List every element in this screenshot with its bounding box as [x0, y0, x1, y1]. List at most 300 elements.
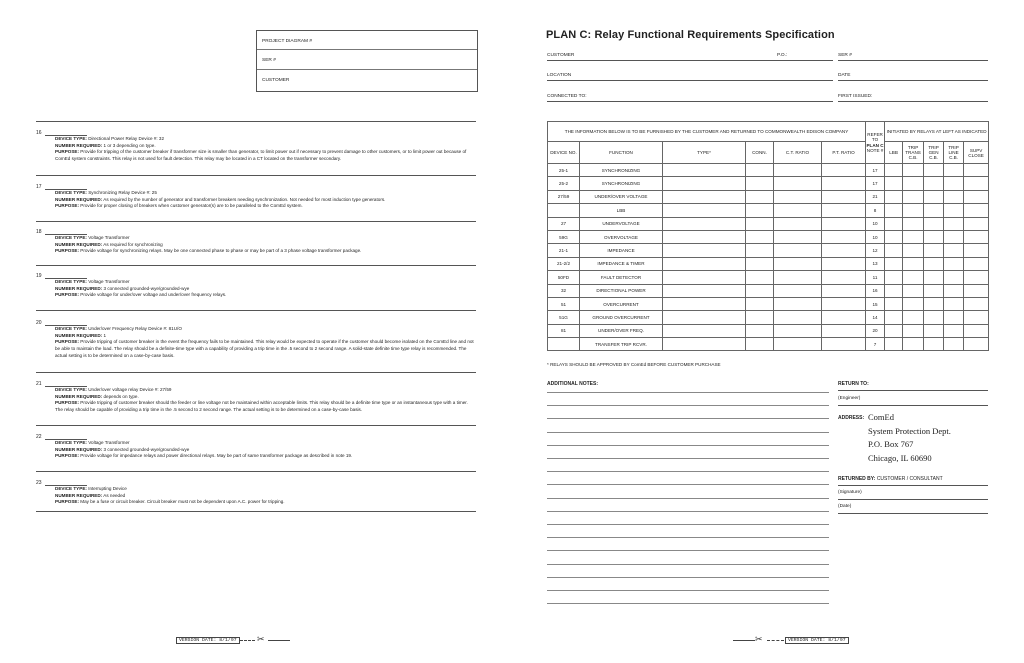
- device-no-cell: 21-1: [548, 244, 580, 257]
- purpose: Provide for tripping of the customer breaker if transformer size is smaller than generator, to limit power out if necessary to prevent damage to other customers, or to limit power out because of ComEd system constraints. This relay is not used for fault detection. This relay may be located in a CT located on the transformer secondary.: [55, 149, 467, 161]
- scissor-icon: ✂: [755, 634, 763, 644]
- conn-cell[interactable]: [746, 324, 774, 337]
- type-cell[interactable]: [663, 271, 746, 284]
- trip-trans-cell[interactable]: [903, 164, 924, 177]
- type-cell[interactable]: [663, 284, 746, 297]
- device-no-cell: 59G: [548, 230, 580, 243]
- note-item: [36, 184, 476, 210]
- trip-line-cell[interactable]: [944, 297, 964, 310]
- supv-close-cell[interactable]: [964, 257, 989, 270]
- divider: [838, 405, 988, 406]
- ct-ratio-cell[interactable]: [774, 244, 822, 257]
- pt-ratio-cell[interactable]: [822, 284, 866, 297]
- ct-ratio-cell[interactable]: [774, 230, 822, 243]
- ct-ratio-cell[interactable]: [774, 164, 822, 177]
- lbb-cell[interactable]: [885, 257, 903, 270]
- conn-cell[interactable]: [746, 257, 774, 270]
- number-required: As required by the number of generator and transformer breakers needing synchronization. Not needed for most induction type generators.: [103, 196, 386, 202]
- type-cell[interactable]: [663, 244, 746, 257]
- trip-trans-cell[interactable]: [903, 177, 924, 190]
- col-trip-gen: TRIP GEN C.B.: [924, 142, 944, 164]
- location-line[interactable]: LOCATION: [547, 73, 833, 81]
- ct-ratio-cell[interactable]: [774, 338, 822, 351]
- purpose: Provide voltage for impedance relays and power directional relays. May be part of same transformer package as described in note 19.: [80, 453, 353, 459]
- device-no-cell: 32: [548, 284, 580, 297]
- trip-gen-cell[interactable]: [924, 190, 944, 203]
- note-number: 16: [36, 130, 476, 136]
- type-cell[interactable]: [663, 190, 746, 203]
- trip-trans-cell[interactable]: [903, 311, 924, 324]
- pt-ratio-cell[interactable]: [822, 177, 866, 190]
- type-cell[interactable]: [663, 230, 746, 243]
- type-cell[interactable]: [663, 311, 746, 324]
- additional-notes-line[interactable]: [547, 537, 829, 538]
- ct-ratio-cell[interactable]: [774, 190, 822, 203]
- device-type: Synchronizing Relay Device #: 25: [88, 190, 157, 195]
- note-cell: 11: [866, 271, 885, 284]
- col-supv-close: SUPV CLOSE: [964, 142, 989, 164]
- supv-close-cell[interactable]: [964, 311, 989, 324]
- trip-gen-cell[interactable]: [924, 217, 944, 230]
- trip-gen-cell[interactable]: [924, 177, 944, 190]
- note-cell: 16: [866, 284, 885, 297]
- pt-ratio-cell[interactable]: [822, 230, 866, 243]
- table-info-header: THE INFORMATION BELOW IS TO BE FURNISHED BY THE CUSTOMER AND RETURNED TO COMMONWEALTH EDISON COMPANY: [548, 122, 866, 142]
- supv-close-cell[interactable]: [964, 297, 989, 310]
- number-required: 3 connected grounded-wye/grounded-wye: [103, 285, 190, 291]
- note-body: DEVICE TYPE: Synchronizing Relay Device #: 25 NUMBER REQUIRED: As required by the number of generator and transformer breakers needing synchronization. Not needed for most induction type generators. PURPOSE: Provide for proper closing of breakers when customer generator(s) are to be paralleled to the ComEd system.: [55, 190, 386, 209]
- device-no-cell: 27: [548, 217, 580, 230]
- additional-notes-line[interactable]: [547, 392, 829, 393]
- note-number: 20: [36, 320, 476, 326]
- conn-cell[interactable]: [746, 217, 774, 230]
- device-no-cell: 27/59: [548, 190, 580, 203]
- pt-ratio-cell[interactable]: [822, 164, 866, 177]
- lbb-cell[interactable]: [885, 230, 903, 243]
- scissor-icon: ✂: [257, 634, 265, 644]
- conn-cell[interactable]: [746, 190, 774, 203]
- date-label: (Date): [838, 504, 852, 509]
- ct-ratio-cell[interactable]: [774, 297, 822, 310]
- device-no-cell: 25-1: [548, 164, 580, 177]
- address-label: ADDRESS:: [838, 415, 865, 421]
- ser-line[interactable]: SER #: [838, 53, 988, 61]
- lbb-cell[interactable]: [885, 324, 903, 337]
- initiated-header: INITIATED BY RELAYS AT LEFT AS INDICATED: [885, 122, 989, 142]
- trip-line-cell[interactable]: [944, 217, 964, 230]
- note-body: DEVICE TYPE: Under/over voltage relay Device #: 27/59 NUMBER REQUIRED: depends on type. PURPOSE: Provide tripping of customer breaker should the feeder or line voltage not be maintained within acceptable limits. This relay should be a definite time type or an instantaneous type with a timer. The relay should be capable of providing a trip time in the .5 second to 2 second range. The actual setting is to be determined on a case-by-case basis.: [55, 387, 468, 412]
- return-address: ComEd System Protection Dept. P.O. Box 767 Chicago, IL 60690: [868, 412, 951, 463]
- note-body: DEVICE TYPE: Under/over Frequency Relay Device #: 81U/O NUMBER REQUIRED: 1 PURPOSE: Provide tripping of customer breaker in the event the frequency fails to be maintained. This relay would be expected to operate if the customer should become isolated on the ComEd line and not be able to maintain the load. The relay should be a definite-time type with a capability of providing a trip time in the .5 second to 2 second range. A solid-state definite time type relay is recommended. The actual setting is to be determined on a case-by-case basis.: [55, 326, 474, 358]
- ct-ratio-cell[interactable]: [774, 204, 822, 217]
- col-lbb: LBB: [885, 142, 903, 164]
- number-required: As needed: [103, 492, 126, 498]
- note-number: 17: [36, 184, 476, 190]
- trip-line-cell[interactable]: [944, 311, 964, 324]
- additional-notes-line[interactable]: [547, 418, 829, 419]
- supv-close-cell[interactable]: [964, 230, 989, 243]
- trip-line-cell[interactable]: [944, 257, 964, 270]
- note-body: DEVICE TYPE: Directional Power Relay Device #: 32 NUMBER REQUIRED: 1 or 3 depending on type. PURPOSE: Provide for tripping of the customer breaker if transformer size is smaller than generator, to limit power out if necessary to prevent damage to other customers, or to limit power out because of ComEd system constraints. This relay is not used for fault detection. This relay may be located in a CT located on the transformer secondary.: [55, 136, 467, 161]
- trip-gen-cell[interactable]: [924, 257, 944, 270]
- divider: [36, 471, 476, 472]
- trip-trans-cell[interactable]: [903, 297, 924, 310]
- type-cell[interactable]: [663, 164, 746, 177]
- trip-trans-cell[interactable]: [903, 217, 924, 230]
- ct-ratio-cell[interactable]: [774, 177, 822, 190]
- pt-ratio-cell[interactable]: [822, 244, 866, 257]
- note-item: [36, 434, 476, 460]
- pt-ratio-cell[interactable]: [822, 297, 866, 310]
- additional-notes-label: ADDITIONAL NOTES:: [547, 381, 599, 387]
- note-cell: 12: [866, 244, 885, 257]
- device-no-cell: 25-2: [548, 177, 580, 190]
- divider: [36, 265, 476, 266]
- col-ct-ratio: C.T. RATIO: [774, 142, 822, 164]
- trip-gen-cell[interactable]: [924, 230, 944, 243]
- additional-notes-line[interactable]: [547, 550, 829, 551]
- table-row: [548, 284, 989, 297]
- table-row: [548, 311, 989, 324]
- divider: [36, 175, 476, 176]
- trip-trans-cell[interactable]: [903, 257, 924, 270]
- trip-trans-cell[interactable]: [903, 284, 924, 297]
- note-number: 21: [36, 381, 476, 387]
- note-item: [36, 480, 476, 506]
- additional-notes-line[interactable]: [547, 484, 829, 485]
- lbb-cell[interactable]: [885, 164, 903, 177]
- conn-cell[interactable]: [746, 204, 774, 217]
- lbb-cell[interactable]: [885, 284, 903, 297]
- function-cell: GROUND OVERCURRENT: [580, 311, 663, 324]
- date-signature-line[interactable]: [838, 513, 988, 514]
- cut-line: [767, 640, 784, 641]
- device-type: Interrupting Device: [88, 486, 127, 491]
- ct-ratio-cell[interactable]: [774, 271, 822, 284]
- col-trip-trans: TRIP TRANS C.B.: [903, 142, 924, 164]
- device-no-cell: 50FD: [548, 271, 580, 284]
- ct-ratio-cell[interactable]: [774, 284, 822, 297]
- function-cell: TRANSFER TRIP RCVR.: [580, 338, 663, 351]
- supv-close-cell[interactable]: [964, 217, 989, 230]
- divider: [36, 221, 476, 222]
- table-row: [548, 338, 989, 351]
- trip-line-cell[interactable]: [944, 230, 964, 243]
- supv-close-cell[interactable]: [964, 164, 989, 177]
- note-cell: 21: [866, 190, 885, 203]
- trip-line-cell[interactable]: [944, 244, 964, 257]
- trip-gen-cell[interactable]: [924, 271, 944, 284]
- number-required: 3 connected grounded-wye/grounded-wye: [103, 446, 190, 452]
- device-type: Voltage Transformer: [88, 235, 130, 240]
- note-cell: 13: [866, 257, 885, 270]
- lbb-cell[interactable]: [885, 311, 903, 324]
- additional-notes-line[interactable]: [547, 445, 829, 446]
- connected-to-line[interactable]: CONNECTED TO:: [547, 94, 833, 102]
- table-row: [548, 257, 989, 270]
- trip-trans-cell[interactable]: [903, 230, 924, 243]
- divider: [36, 372, 476, 373]
- additional-notes-line[interactable]: [547, 432, 829, 433]
- additional-notes-line[interactable]: [547, 498, 829, 499]
- divider: [838, 485, 988, 486]
- page-title: PLAN C: Relay Functional Requirements Specification: [546, 29, 835, 41]
- relay-table: [547, 121, 989, 351]
- customer-line[interactable]: CUSTOMER P.O.:: [547, 53, 833, 61]
- note-number: 22: [36, 434, 476, 440]
- version-date-right: VERSION DATE: 8/1/97: [785, 637, 849, 644]
- trip-line-cell[interactable]: [944, 284, 964, 297]
- note-cell: 10: [866, 217, 885, 230]
- table-row: [548, 324, 989, 337]
- note-item: [36, 130, 476, 163]
- engineer-line[interactable]: (Engineer): [838, 390, 988, 402]
- project-diagram-field[interactable]: PROJECT DIAGRAM #: [257, 31, 477, 50]
- lbb-cell[interactable]: [885, 271, 903, 284]
- trip-trans-cell[interactable]: [903, 190, 924, 203]
- supv-close-cell[interactable]: [964, 204, 989, 217]
- trip-gen-cell[interactable]: [924, 338, 944, 351]
- conn-cell[interactable]: [746, 338, 774, 351]
- type-cell[interactable]: [663, 217, 746, 230]
- supv-close-cell[interactable]: [964, 190, 989, 203]
- table-row: [548, 204, 989, 217]
- note-cell: 17: [866, 177, 885, 190]
- trip-gen-cell[interactable]: [924, 324, 944, 337]
- type-cell[interactable]: [663, 257, 746, 270]
- device-no-cell: 21-2/2: [548, 257, 580, 270]
- device-type: Voltage Transformer: [88, 279, 130, 284]
- table-row: [548, 297, 989, 310]
- note-cell: 8: [866, 204, 885, 217]
- return-to-label: RETURN TO:: [838, 381, 869, 387]
- supv-close-cell[interactable]: [964, 177, 989, 190]
- divider: [36, 310, 476, 311]
- lbb-cell[interactable]: [885, 338, 903, 351]
- note-body: DEVICE TYPE: Voltage Transformer NUMBER REQUIRED: As required for synchronizing PURPOSE: Provide voltage for synchronizing relays. May be one connected phase to phase or may be part of a 3 phase voltage transformer package.: [55, 235, 362, 254]
- pt-ratio-cell[interactable]: [822, 190, 866, 203]
- note-cell: 7: [866, 338, 885, 351]
- additional-notes-line[interactable]: [547, 564, 829, 565]
- function-cell: OVERCURRENT: [580, 297, 663, 310]
- cut-line: [268, 640, 290, 641]
- version-date-left: VERSION DATE: 8/1/97: [176, 637, 240, 644]
- pt-ratio-cell[interactable]: [822, 311, 866, 324]
- trip-trans-cell[interactable]: [903, 244, 924, 257]
- trip-gen-cell[interactable]: [924, 284, 944, 297]
- signature-label: (Signature): [838, 490, 862, 495]
- function-cell: SYNCHRONIZING: [580, 177, 663, 190]
- supv-close-cell[interactable]: [964, 271, 989, 284]
- function-cell: UNDERVOLTAGE: [580, 217, 663, 230]
- table-footnote: * RELAYS SHOULD BE APPROVED BY ComEd BEFORE CUSTOMER PURCHASE: [547, 362, 721, 367]
- purpose: May be a fuse or circuit breaker. Circuit breaker must not be dependent upon A.C. power for tripping.: [80, 499, 285, 505]
- type-cell[interactable]: [663, 204, 746, 217]
- device-no-cell: 51: [548, 297, 580, 310]
- device-type: Under/over voltage relay Device #: 27/59: [88, 387, 172, 392]
- function-cell: UNDER/OVER VOLTAGE: [580, 190, 663, 203]
- trip-trans-cell[interactable]: [903, 271, 924, 284]
- refer-to-header: REFER TO PLAN C NOTE #: [866, 122, 885, 164]
- ct-ratio-cell[interactable]: [774, 311, 822, 324]
- col-trip-line: TRIP LINE C.B.: [944, 142, 964, 164]
- device-no-cell: 81: [548, 324, 580, 337]
- table-row: [548, 230, 989, 243]
- cut-line: [733, 640, 755, 641]
- trip-trans-cell[interactable]: [903, 338, 924, 351]
- conn-cell[interactable]: [746, 230, 774, 243]
- additional-notes-line[interactable]: [547, 603, 829, 604]
- lbb-cell[interactable]: [885, 217, 903, 230]
- trip-line-cell[interactable]: [944, 271, 964, 284]
- supv-close-cell[interactable]: [964, 324, 989, 337]
- lbb-cell[interactable]: [885, 297, 903, 310]
- device-no-cell: 51G: [548, 311, 580, 324]
- first-issued-line[interactable]: FIRST ISSUED:: [838, 94, 988, 102]
- trip-gen-cell[interactable]: [924, 311, 944, 324]
- number-required: depends on type.: [103, 393, 139, 399]
- note-number: 18: [36, 229, 476, 235]
- trip-line-cell[interactable]: [944, 164, 964, 177]
- note-number: 23: [36, 480, 476, 486]
- table-row: [548, 190, 989, 203]
- customer-field[interactable]: CUSTOMER: [262, 77, 290, 83]
- trip-trans-cell[interactable]: [903, 324, 924, 337]
- col-pt-ratio: P.T. RATIO: [822, 142, 866, 164]
- conn-cell[interactable]: [746, 284, 774, 297]
- function-cell: SYNCHRONIZING: [580, 164, 663, 177]
- ct-ratio-cell[interactable]: [774, 217, 822, 230]
- conn-cell[interactable]: [746, 311, 774, 324]
- lbb-cell[interactable]: [885, 177, 903, 190]
- type-cell[interactable]: [663, 177, 746, 190]
- function-cell: IMPEDANCE & TIMER: [580, 257, 663, 270]
- pt-ratio-cell[interactable]: [822, 324, 866, 337]
- function-cell: LBB: [580, 204, 663, 217]
- pt-ratio-cell[interactable]: [822, 217, 866, 230]
- conn-cell[interactable]: [746, 271, 774, 284]
- col-conn: CONN.: [746, 142, 774, 164]
- cut-line: [240, 640, 255, 641]
- function-cell: DIRECTIONAL POWER: [580, 284, 663, 297]
- type-cell[interactable]: [663, 324, 746, 337]
- additional-notes-line[interactable]: [547, 577, 829, 578]
- conn-cell[interactable]: [746, 164, 774, 177]
- date-line[interactable]: DATE: [838, 73, 988, 81]
- lbb-cell[interactable]: [885, 244, 903, 257]
- returned-by: RETURNED BY: CUSTOMER / CONSULTANT: [838, 476, 943, 482]
- note-body: DEVICE TYPE: Interrupting Device NUMBER REQUIRED: As needed PURPOSE: May be a fuse or circuit breaker. Circuit breaker must not be dependent upon A.C. power for tripping.: [55, 486, 285, 505]
- device-type: Directional Power Relay Device #: 32: [88, 136, 165, 141]
- note-item: [36, 320, 476, 359]
- note-cell: 20: [866, 324, 885, 337]
- supv-close-cell[interactable]: [964, 244, 989, 257]
- trip-line-cell[interactable]: [944, 338, 964, 351]
- pt-ratio-cell[interactable]: [822, 257, 866, 270]
- supv-close-cell[interactable]: [964, 284, 989, 297]
- table-row: [548, 164, 989, 177]
- col-function: FUNCTION: [580, 142, 663, 164]
- trip-line-cell[interactable]: [944, 177, 964, 190]
- lbb-cell[interactable]: [885, 190, 903, 203]
- function-cell: FAULT DETECTOR: [580, 271, 663, 284]
- additional-notes-line[interactable]: [547, 524, 829, 525]
- type-cell[interactable]: [663, 338, 746, 351]
- trip-gen-cell[interactable]: [924, 297, 944, 310]
- device-no-cell: [548, 204, 580, 217]
- ser-field[interactable]: SER #: [257, 50, 477, 69]
- signature-line[interactable]: [838, 499, 988, 500]
- trip-line-cell[interactable]: [944, 204, 964, 217]
- number-required: 1: [103, 332, 107, 338]
- note-item: [36, 229, 476, 255]
- purpose: Provide tripping of customer breaker in the event the frequency fails to be maintained. This relay would be expected to operate if the customer should become isolated on the ComEd line and not be able to maintain the load. The relay should be a definite-time type with a capability of providing a trip time in the .5 second to 2 second range. A solid-state definite time type relay is recommended. The actual setting is to be determined on a case-by-case basis.: [55, 339, 474, 358]
- pt-ratio-cell[interactable]: [822, 204, 866, 217]
- note-cell: 14: [866, 311, 885, 324]
- ct-ratio-cell[interactable]: [774, 324, 822, 337]
- pt-ratio-cell[interactable]: [822, 271, 866, 284]
- col-device-no: DEVICE NO.: [548, 142, 580, 164]
- purpose: Provide voltage for under/over voltage and under/over frequency relays.: [80, 292, 227, 298]
- divider: [36, 425, 476, 426]
- additional-notes-line[interactable]: [547, 458, 829, 459]
- conn-cell[interactable]: [746, 297, 774, 310]
- table-row: [548, 244, 989, 257]
- project-info-box: [256, 30, 478, 92]
- conn-cell[interactable]: [746, 177, 774, 190]
- purpose: Provide for proper closing of breakers when customer generator(s) are to be paralleled to the ComEd system.: [80, 203, 303, 209]
- table-row: [548, 217, 989, 230]
- lbb-cell[interactable]: [885, 204, 903, 217]
- trip-gen-cell[interactable]: [924, 164, 944, 177]
- number-required: As required for synchronizing: [103, 241, 163, 247]
- col-type: TYPE*: [663, 142, 746, 164]
- function-cell: OVERVOLTAGE: [580, 230, 663, 243]
- type-cell[interactable]: [663, 297, 746, 310]
- additional-notes-line[interactable]: [547, 590, 829, 591]
- function-cell: IMPEDANCE: [580, 244, 663, 257]
- note-cell: 15: [866, 297, 885, 310]
- conn-cell[interactable]: [746, 244, 774, 257]
- additional-notes-line[interactable]: [547, 511, 829, 512]
- device-type: Under/over Frequency Relay Device #: 81U/O: [88, 326, 182, 331]
- purpose: Provide voltage for synchronizing relays. May be one connected phase to phase or may be part of a 3 phase voltage transformer package.: [80, 248, 362, 254]
- trip-line-cell[interactable]: [944, 324, 964, 337]
- device-no-cell: [548, 338, 580, 351]
- table-row: [548, 177, 989, 190]
- divider: [36, 511, 476, 512]
- additional-notes-line[interactable]: [547, 471, 829, 472]
- table-row: [548, 271, 989, 284]
- trip-gen-cell[interactable]: [924, 244, 944, 257]
- ct-ratio-cell[interactable]: [774, 257, 822, 270]
- number-required: 1 or 3 depending on type.: [103, 142, 156, 148]
- trip-line-cell[interactable]: [944, 190, 964, 203]
- pt-ratio-cell[interactable]: [822, 338, 866, 351]
- divider: [36, 121, 476, 122]
- device-type: Voltage Transformer: [88, 440, 130, 445]
- trip-trans-cell[interactable]: [903, 204, 924, 217]
- note-cell: 17: [866, 164, 885, 177]
- note-body: DEVICE TYPE: Voltage Transformer NUMBER REQUIRED: 3 connected grounded-wye/grounded-wye PURPOSE: Provide voltage for impedance relays and power directional relays. May be part of same transformer package as described in note 19.: [55, 440, 353, 459]
- note-body: DEVICE TYPE: Voltage Transformer NUMBER REQUIRED: 3 connected grounded-wye/grounded-wye PURPOSE: Provide voltage for under/over voltage and under/over frequency relays.: [55, 279, 227, 298]
- trip-gen-cell[interactable]: [924, 204, 944, 217]
- function-cell: UNDER/OVER FREQ.: [580, 324, 663, 337]
- note-item: [36, 381, 476, 414]
- note-number: 19: [36, 273, 476, 279]
- additional-notes-line[interactable]: [547, 405, 829, 406]
- supv-close-cell[interactable]: [964, 338, 989, 351]
